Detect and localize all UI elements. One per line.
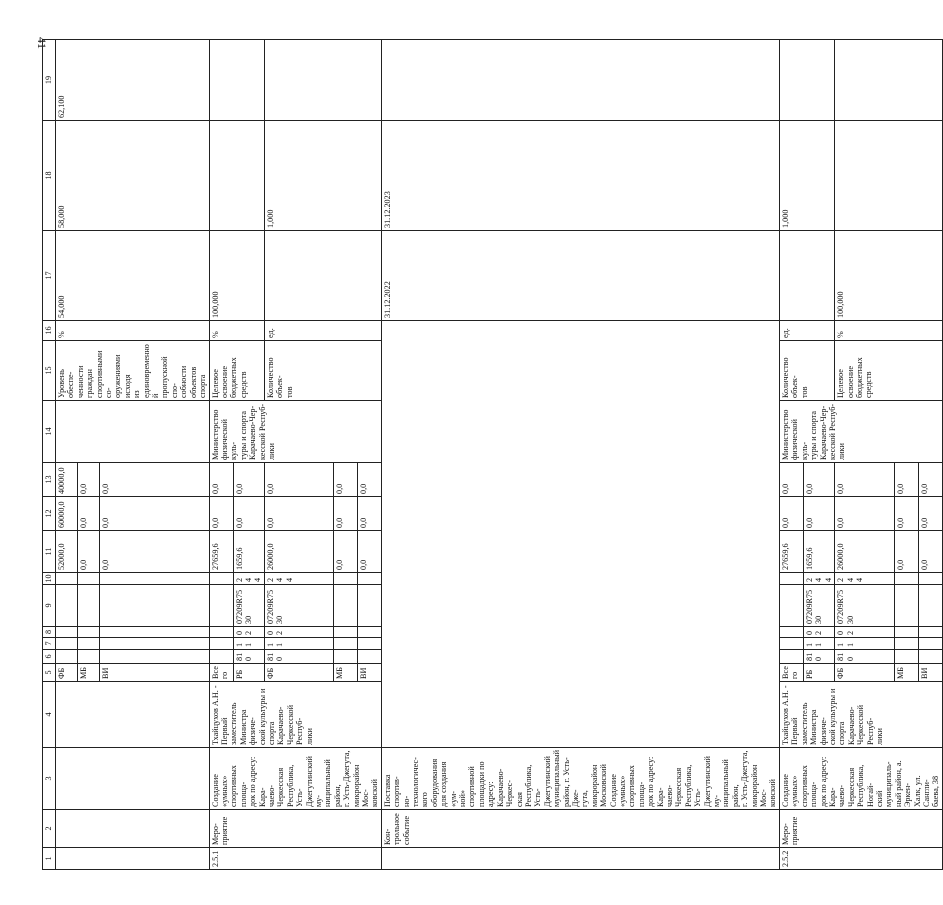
amount-2024: 0,0: [77, 463, 99, 497]
empty-cell: [99, 638, 209, 650]
indicator-name: Количество объек- тов: [779, 341, 834, 401]
amount-2022: 0,0: [918, 531, 942, 573]
indicator-2023: 58,000: [56, 121, 210, 231]
amount-2023: 0,0: [209, 497, 233, 531]
item-number: 2.5.1: [209, 848, 381, 870]
amount-2022: 26000,0: [264, 531, 333, 573]
indicator-2023: 1,000: [779, 121, 834, 231]
vr-cell: [779, 573, 803, 585]
grbs-cell: [894, 650, 918, 664]
amount-2023: 0,0: [835, 497, 895, 531]
header-cell: 8: [43, 627, 56, 638]
header-cell: 15: [43, 341, 56, 401]
header-cell: 10: [43, 573, 56, 585]
pr-cell: [779, 627, 803, 638]
empty-cell: [99, 585, 209, 627]
empty-cell: [56, 627, 78, 638]
rz-cell: [209, 638, 233, 650]
amount-2023: 0,0: [803, 497, 834, 531]
csr-cell: 07209R7530: [233, 585, 264, 627]
pr-cell: 02: [264, 627, 333, 638]
amount-2023: 0,0: [77, 497, 99, 531]
header-cell: 4: [43, 682, 56, 748]
csr-cell: [357, 585, 381, 627]
amount-2022: 0,0: [99, 531, 209, 573]
indicator-name: Уровень обеспе- ченности граждан спортивными со- оружениями исходя из единовременной пропускной спо- собности объектов спорта: [56, 341, 210, 401]
source-cell: РБ: [803, 664, 834, 682]
empty-cell: [56, 650, 78, 664]
rz-cell: [779, 638, 803, 650]
amount-2023: 0,0: [918, 497, 942, 531]
rotated-table-container: [42, 40, 941, 870]
grbs-cell: [918, 650, 942, 664]
item-name: Создание «умных» спортивных площа- док по адресу: Кара- чаево-Черкесская Республика, Ногай- ский муниципаль- ный район, а. Эркен- Халк, ул. Сангли- баева, 38: [779, 748, 942, 810]
header-cell: 14: [43, 401, 56, 463]
indicator-unit: ед.: [264, 321, 381, 341]
rz-cell: 11: [233, 638, 264, 650]
source-cell: ФБ: [264, 664, 333, 682]
empty-cell: [99, 573, 209, 585]
header-cell: 16: [43, 321, 56, 341]
header-cell: 6: [43, 650, 56, 664]
amount-2023: 60000,0: [56, 497, 78, 531]
vr-cell: [894, 573, 918, 585]
empty-cell: [381, 848, 779, 870]
amount-2022: 27659,6: [209, 531, 233, 573]
source-cell: Всего: [209, 664, 233, 682]
grbs-cell: 810: [264, 650, 333, 664]
indicator-2022: [779, 231, 834, 321]
item-number: 2.5.2: [779, 848, 942, 870]
source-cell: МБ: [333, 664, 357, 682]
header-cell: 1: [43, 848, 56, 870]
amount-2024: 0,0: [835, 463, 895, 497]
rz-cell: 11: [835, 638, 895, 650]
control-date-2023: 31.12.2023: [381, 121, 779, 231]
amount-2022: 1659,6: [803, 531, 834, 573]
amount-2024: 0,0: [894, 463, 918, 497]
pr-cell: [357, 627, 381, 638]
empty-cell: [77, 650, 99, 664]
indicator-unit: %: [56, 321, 210, 341]
indicator-unit: %: [209, 321, 264, 341]
source-cell: Всего: [779, 664, 803, 682]
empty-cell: [56, 585, 78, 627]
amount-2022: 27659,6: [779, 531, 803, 573]
item-type: Кон- трольное событие: [381, 810, 779, 848]
empty-cell: [381, 321, 779, 748]
source-cell: МБ: [894, 664, 918, 682]
rz-cell: [357, 638, 381, 650]
top-row-fb: [56, 40, 78, 870]
amount-2024: 0,0: [918, 463, 942, 497]
empty-cell: [56, 401, 210, 463]
amount-2024: 0,0: [99, 463, 209, 497]
empty-cell: [77, 627, 99, 638]
empty-cell: [56, 810, 210, 848]
header-cell: 12: [43, 497, 56, 531]
vr-cell: 244: [264, 573, 333, 585]
csr-cell: 07209R7530: [264, 585, 333, 627]
indicator-2023: 1,000: [264, 121, 381, 231]
amount-2024: 0,0: [209, 463, 233, 497]
empty-cell: [77, 585, 99, 627]
csr-cell: 07209R7530: [835, 585, 895, 627]
executor: Министерство физической куль- туры и спорта Карачаево-Чер- кесской Респуб- лики: [779, 401, 942, 463]
indicator-name: Целевое освоение бюджетных средств: [209, 341, 264, 401]
header-cell: 17: [43, 231, 56, 321]
amount-2024: 0,0: [357, 463, 381, 497]
plan-table: [42, 39, 943, 870]
indicator-2023: [209, 121, 264, 231]
empty-cell: [56, 682, 210, 748]
indicator-2024: [779, 40, 834, 121]
vr-cell: [357, 573, 381, 585]
csr-cell: 07209R7530: [803, 585, 834, 627]
control-event-name: Поставка спортив- но-технологичес- кого оборудования для создания «ум- ной» спортивной площадки по адресу: Карачаево-Черкес- ская Республика, Усть-Джегутинский муниципальный район, г. Усть-Дже- гута, микрорайон Московский Создание «умных» спортивных площа- док по адресу: Кара- чаево-Черкесская Республика, Усть- Джегутинский му- ниципальный район, г. Усть-Джегута, микрорайон Мос- ковский: [381, 748, 779, 810]
indicator-2022: [264, 231, 381, 321]
empty-cell: [56, 848, 210, 870]
indicator-2022: 54,000: [56, 231, 210, 321]
indicator-2024: [835, 40, 943, 121]
amount-2024: 0,0: [264, 463, 333, 497]
rz-cell: [333, 638, 357, 650]
amount-2022: 1659,6: [233, 531, 264, 573]
pr-cell: 02: [835, 627, 895, 638]
empty-cell: [99, 650, 209, 664]
pr-cell: [894, 627, 918, 638]
grbs-cell: [333, 650, 357, 664]
pr-cell: 02: [233, 627, 264, 638]
amount-2024: 0,0: [333, 463, 357, 497]
amount-2024: 40000,0: [56, 463, 78, 497]
csr-cell: [209, 585, 233, 627]
indicator-name: Количество объек- тов: [264, 341, 381, 401]
vr-cell: [918, 573, 942, 585]
header-cell: 5: [43, 664, 56, 682]
amount-2023: 0,0: [264, 497, 333, 531]
empty-cell: [56, 573, 78, 585]
empty-cell: [56, 638, 78, 650]
header-row: [43, 40, 56, 870]
grbs-cell: 810: [803, 650, 834, 664]
indicator-unit: ед.: [779, 321, 834, 341]
rz-cell: [918, 638, 942, 650]
amount-2023: 0,0: [894, 497, 918, 531]
amount-2023: 0,0: [357, 497, 381, 531]
vr-cell: 244: [233, 573, 264, 585]
indicator-2022: 100,000: [835, 231, 943, 321]
grbs-cell: [357, 650, 381, 664]
header-cell: 9: [43, 585, 56, 627]
vr-cell: [333, 573, 357, 585]
amount-2023: 0,0: [779, 497, 803, 531]
indicator-2024: 62,100: [56, 40, 210, 121]
indicator-2024: [264, 40, 381, 121]
empty-cell: [77, 573, 99, 585]
vr-cell: [209, 573, 233, 585]
amount-2023: 0,0: [233, 497, 264, 531]
rz-cell: 11: [264, 638, 333, 650]
rz-cell: 11: [803, 638, 834, 650]
pr-cell: 02: [803, 627, 834, 638]
grbs-cell: 810: [233, 650, 264, 664]
csr-cell: [894, 585, 918, 627]
table-row: [779, 40, 803, 870]
header-cell: 13: [43, 463, 56, 497]
header-cell: 18: [43, 121, 56, 231]
csr-cell: [779, 585, 803, 627]
amount-2024: 0,0: [803, 463, 834, 497]
amount-2022: 0,0: [357, 531, 381, 573]
amount-2024: 0,0: [233, 463, 264, 497]
item-name: Создание «умных» спортивных площа- док по адресу: Кара- чаево-Черкесская Республика, Усть- Джегутинский му- ниципальный район, г. Усть-Джегута, микрорайон Мос- ковский: [209, 748, 381, 810]
amount-2023: 0,0: [99, 497, 209, 531]
empty-cell: [381, 40, 779, 121]
responsible-person: Тхайцухов А.Н. - Первый заместитель Министра физиче- ской культуры и спорта Карачаево- Черкесской Респуб- лики: [779, 682, 942, 748]
csr-cell: [918, 585, 942, 627]
empty-cell: [99, 627, 209, 638]
amount-2022: 0,0: [894, 531, 918, 573]
amount-2024: 0,0: [779, 463, 803, 497]
grbs-cell: [209, 650, 233, 664]
amount-2023: 0,0: [333, 497, 357, 531]
vr-cell: 244: [803, 573, 834, 585]
source-cell: ВИ: [99, 664, 209, 682]
item-type: Меро- приятие: [779, 810, 942, 848]
grbs-cell: 810: [835, 650, 895, 664]
empty-cell: [56, 748, 210, 810]
header-cell: 19: [43, 40, 56, 121]
source-cell: ФБ: [835, 664, 895, 682]
indicator-unit: %: [835, 321, 943, 341]
responsible-person: Тхайцухов А.Н. - Первый заместитель Министра физиче- ской культуры и спорта Карачаево- Черкесской Респуб- лики: [209, 682, 381, 748]
header-cell: 7: [43, 638, 56, 650]
source-cell: РБ: [233, 664, 264, 682]
source-cell: ФБ: [56, 664, 78, 682]
amount-2022: 0,0: [333, 531, 357, 573]
rz-cell: [894, 638, 918, 650]
grbs-cell: [779, 650, 803, 664]
pr-cell: [333, 627, 357, 638]
amount-2022: 26000,0: [835, 531, 895, 573]
page-number: 41: [35, 37, 49, 49]
empty-cell: [77, 638, 99, 650]
indicator-2024: [209, 40, 264, 121]
csr-cell: [333, 585, 357, 627]
header-cell: 11: [43, 531, 56, 573]
source-cell: МБ: [77, 664, 99, 682]
executor: Министерство физической куль- туры и спорта Карачаево-Чер- кесской Респуб- лики: [209, 401, 381, 463]
indicator-2022: 100,000: [209, 231, 264, 321]
amount-2022: 0,0: [77, 531, 99, 573]
header-cell: 2: [43, 810, 56, 848]
indicator-name: Целевое освоение бюджетных средств: [835, 341, 943, 401]
header-cell: 3: [43, 748, 56, 810]
indicator-2023: [835, 121, 943, 231]
source-cell: ВИ: [918, 664, 942, 682]
table-row: [209, 40, 233, 870]
control-event-row: [381, 40, 779, 870]
pr-cell: [918, 627, 942, 638]
pr-cell: [209, 627, 233, 638]
vr-cell: 244: [835, 573, 895, 585]
source-cell: ВИ: [357, 664, 381, 682]
control-date-2022: 31.12.2022: [381, 231, 779, 321]
item-type: Меро- приятие: [209, 810, 381, 848]
amount-2022: 52000,0: [56, 531, 78, 573]
